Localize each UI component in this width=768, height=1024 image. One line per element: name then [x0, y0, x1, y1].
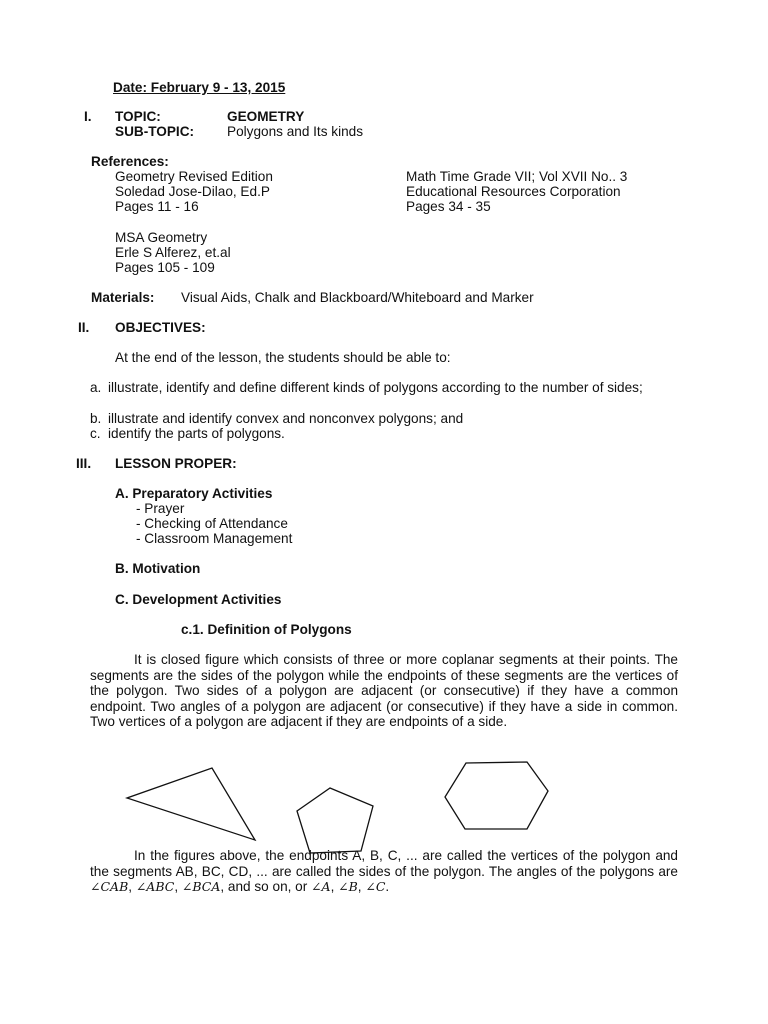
vertices-paragraph: In the figures above, the endpoints A, B, C, ... are called the vertices of the polygon and the segments AB, BC, CD, ... are called the sides of the polygon. The angles of the polygons are ∠CAB, ∠ABC, ∠BCA, and so on, or ∠A, ∠B, ∠C.	[90, 848, 678, 894]
reference-1-title: Geometry Revised Edition	[115, 169, 273, 184]
objectives-heading: OBJECTIVES:	[115, 320, 206, 335]
reference-3-author: Erle S Alferez, et.al	[115, 245, 231, 260]
reference-2-publisher: Educational Resources Corporation	[406, 184, 621, 199]
objective-c-letter: c.	[90, 426, 101, 441]
reference-3-pages: Pages 105 - 109	[115, 260, 215, 275]
and-so-on-text: , and so on, or	[220, 879, 308, 894]
hexagon-figure	[445, 762, 548, 829]
angle-a: ∠A	[311, 879, 331, 894]
materials-label: Materials:	[91, 290, 155, 305]
angle-bca: ∠BCA	[181, 879, 221, 894]
development-activities-heading: C. Development Activities	[115, 592, 282, 607]
lesson-date: Date: February 9 - 13, 2015	[113, 80, 286, 95]
vertices-paragraph-text: In the figures above, the endpoints A, B, C, ... are called the vertices of the polygon and the segments AB, BC, CD, ... are called the sides of the polygon. The angles of the polygons are	[90, 848, 678, 879]
reference-2-pages: Pages 34 - 35	[406, 199, 491, 214]
reference-1-author: Soledad Jose-Dilao, Ed.P	[115, 184, 270, 199]
section-1-numeral: I.	[84, 109, 92, 124]
preparatory-activities-heading: A. Preparatory Activities	[115, 486, 273, 501]
angle-b: ∠B	[338, 879, 358, 894]
materials-value: Visual Aids, Chalk and Blackboard/Whiteboard and Marker	[181, 290, 534, 305]
objective-b-text: illustrate and identify convex and nonconvex polygons; and	[108, 411, 464, 426]
reference-3-title: MSA Geometry	[115, 230, 208, 245]
objective-a-text: illustrate, identify and define different kinds of polygons according to the number of sides;	[108, 380, 643, 395]
definition-paragraph: It is closed figure which consists of three or more coplanar segments at their points. The segments are the sides of the polygon while the endpoints of these segments are the vertices of the polygon. Two sides of a polygon are adjacent (or consecutive) if they have a common endpoint. Two angles of a polygon are adjacent (or consecutive) if they have a side in common. Two vertices of a polygon are adjacent if they are endpoints of a side.	[90, 652, 678, 729]
objective-a-letter: a.	[90, 380, 102, 395]
activity-prayer: - Prayer	[136, 501, 185, 516]
angle-c: ∠C	[365, 879, 386, 894]
motivation-heading: B. Motivation	[115, 561, 201, 576]
lesson-proper-heading: LESSON PROPER:	[115, 456, 237, 471]
definition-heading: c.1. Definition of Polygons	[181, 622, 352, 637]
topic-value: GEOMETRY	[227, 109, 305, 124]
pentagon-figure	[297, 788, 373, 853]
topic-label: TOPIC:	[115, 109, 161, 124]
triangle-figure	[127, 768, 255, 840]
angle-cab: ∠CAB	[90, 879, 129, 894]
activity-attendance: - Checking of Attendance	[136, 516, 288, 531]
subtopic-value: Polygons and Its kinds	[227, 124, 364, 139]
references-heading: References:	[91, 154, 169, 169]
activity-classroom-management: - Classroom Management	[136, 531, 293, 546]
reference-1-pages: Pages 11 - 16	[115, 199, 199, 214]
section-2-numeral: II.	[78, 320, 90, 335]
angle-abc: ∠ABC	[135, 879, 175, 894]
reference-2-title: Math Time Grade VII; Vol XVII No.. 3	[406, 169, 628, 184]
section-3-numeral: III.	[76, 456, 92, 471]
subtopic-label: SUB-TOPIC:	[115, 124, 195, 139]
objective-b-letter: b.	[90, 411, 102, 426]
objective-c-text: identify the parts of polygons.	[108, 426, 285, 441]
objectives-intro: At the end of the lesson, the students should be able to:	[115, 350, 451, 365]
